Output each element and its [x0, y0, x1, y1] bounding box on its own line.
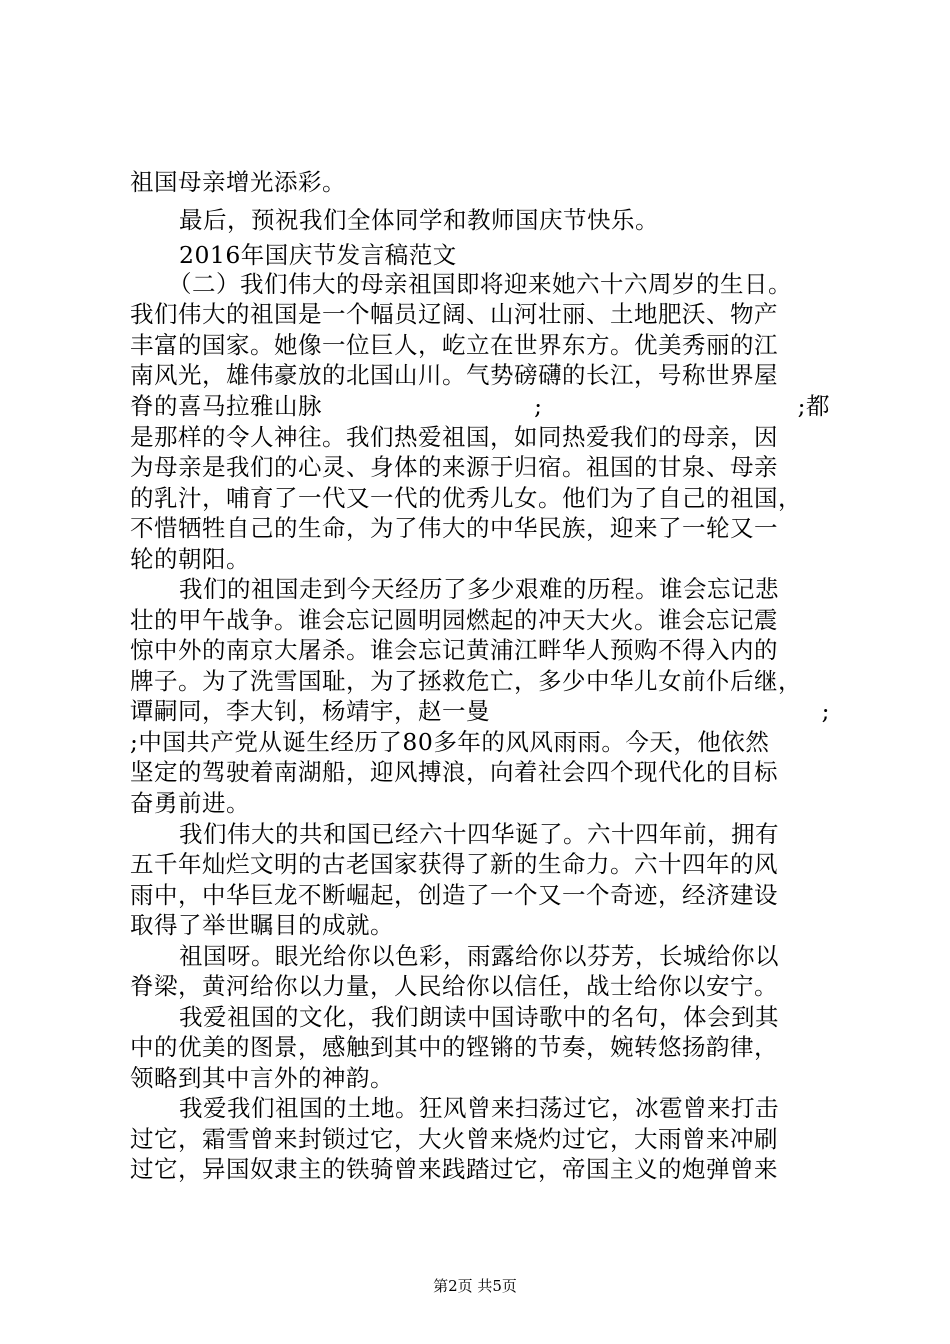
text-line: 祖国母亲增光添彩。 — [130, 168, 346, 196]
text-line: 我们伟大的共和国已经六十四华诞了。六十四年前，拥有 — [179, 820, 779, 848]
text-line: 是那样的令人神往。我们热爱祖国，如同热爱我们的母亲，因 — [130, 423, 778, 451]
text-line: 南风光，雄伟豪放的北国山川。气势磅礴的长江，号称世界屋 — [130, 361, 778, 389]
section-title: 2016年国庆节发言稿范文 — [179, 241, 457, 269]
text-line: 中的优美的图景，感触到其中的铿锵的节奏，婉转悠扬韵律， — [130, 1033, 778, 1061]
text-line: 我爱祖国的文化，我们朗读中国诗歌中的名句，体会到其 — [179, 1003, 779, 1031]
text-line: 丰富的国家。她像一位巨人，屹立在世界东方。优美秀丽的江 — [130, 331, 778, 359]
text-line: 的乳汁，哺育了一代又一代的优秀儿女。他们为了自己的祖国， — [130, 484, 802, 512]
text-segment: 谭嗣同，李大钊，杨靖宇，赵一曼 — [130, 697, 490, 725]
gap-mark: ;都 — [797, 392, 830, 420]
text-line: 牌子。为了洗雪国耻，为了拯救危亡，多少中华儿女前仆后继， — [130, 667, 802, 695]
text-line: 坚定的驾驶着南湖船，迎风搏浪，向着社会四个现代化的目标 — [130, 758, 778, 786]
gap-mark: ; — [821, 697, 830, 725]
text-line: 壮的甲午战争。谁会忘记圆明园燃起的冲天大火。谁会忘记震 — [130, 606, 778, 634]
text-line: 过它，异国奴隶主的铁骑曾来践踏过它，帝国主义的炮弹曾来 — [130, 1155, 778, 1183]
text-line: 最后，预祝我们全体同学和教师国庆节快乐。 — [179, 206, 659, 234]
text-line: 过它，霜雪曾来封锁过它，大火曾来烧灼过它，大雨曾来冲刷 — [130, 1125, 778, 1153]
text-line: 我们伟大的祖国是一个幅员辽阔、山河壮丽、土地肥沃、物产 — [130, 300, 778, 328]
text-line: 雨中，中华巨龙不断崛起，创造了一个又一个奇迹，经济建设 — [130, 881, 778, 909]
text-line: 轮的朝阳。 — [130, 545, 250, 573]
text-line-with-gap — [130, 696, 830, 726]
text-line: 脊梁，黄河给你以力量，人民给你以信任，战士给你以安宁。 — [130, 972, 778, 1000]
text-line: 我爱我们祖国的土地。狂风曾来扫荡过它，冰雹曾来打击 — [179, 1094, 779, 1122]
gap-mark: ; — [534, 392, 543, 420]
text-segment: 脊的喜马拉雅山脉 — [130, 392, 322, 420]
text-line: 五千年灿烂文明的古老国家获得了新的生命力。六十四年的风 — [130, 850, 778, 878]
text-line: ;中国共产党从诞生经历了80多年的风风雨雨。今天，他依然 — [130, 728, 770, 756]
text-line: （二）我们伟大的母亲祖国即将迎来她六十六周岁的生日。 — [168, 270, 792, 298]
text-line: 领略到其中言外的神韵。 — [130, 1064, 394, 1092]
text-line: 我们的祖国走到今天经历了多少艰难的历程。谁会忘记悲 — [179, 575, 779, 603]
page-footer: 第2页 共5页 — [433, 1277, 517, 1295]
text-line-with-gap — [130, 391, 830, 421]
text-line: 惊中外的南京大屠杀。谁会忘记黄浦江畔华人预购不得入内的 — [130, 636, 778, 664]
text-line: 取得了举世瞩目的成就。 — [130, 911, 394, 939]
text-line: 奋勇前进。 — [130, 789, 250, 817]
text-line: 为母亲是我们的心灵、身体的来源于归宿。祖国的甘泉、母亲 — [130, 453, 778, 481]
text-line: 不惜牺牲自己的生命，为了伟大的中华民族，迎来了一轮又一 — [130, 514, 778, 542]
text-line: 祖国呀。眼光给你以色彩，雨露给你以芬芳，长城给你以 — [179, 942, 779, 970]
